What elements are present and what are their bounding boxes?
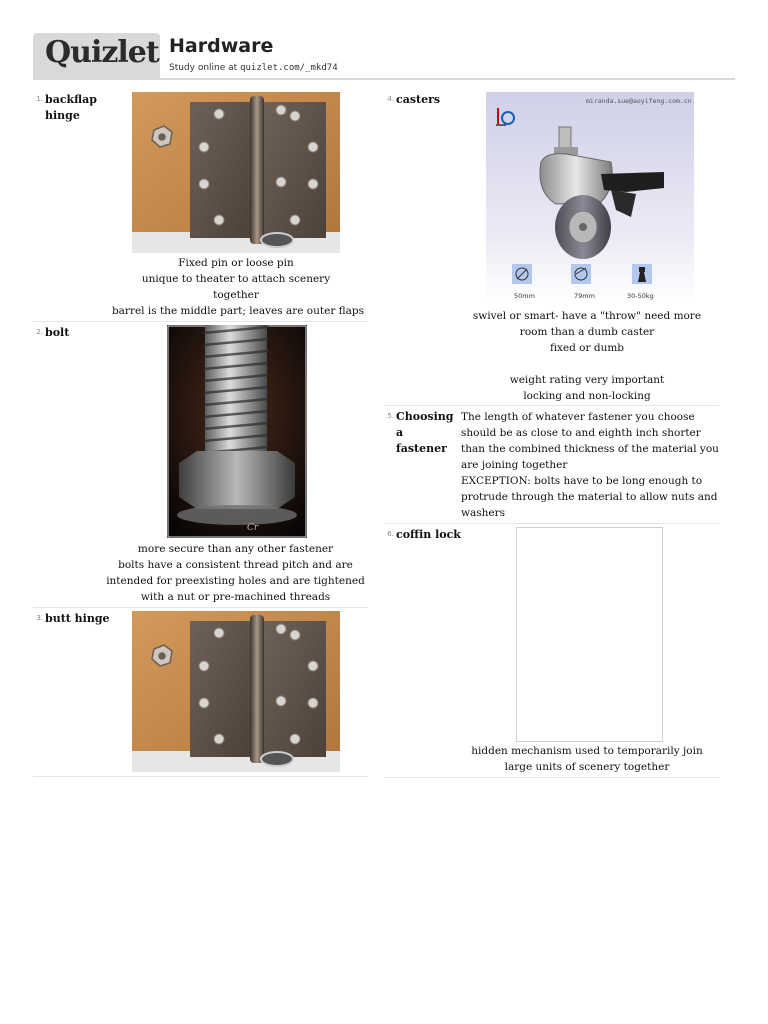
card-definition-extra — [108, 303, 368, 319]
card-divider — [33, 776, 368, 777]
definition-line — [462, 356, 712, 372]
definition-line: bolts have a consistent thread pitch and are intended for preexisting holes and are tightened with a nut or pre-machined threads — [106, 559, 365, 603]
card-number: 4. — [387, 95, 394, 103]
card-butt-hinge — [33, 611, 368, 777]
quizlet-logo[interactable] — [33, 33, 160, 78]
definition-line: The length of whatever fastener you choose should be as close to and eighth inch shorter than the combined thickness of the material you are joining together — [461, 411, 719, 471]
definition-line: fixed or dumb — [549, 342, 625, 354]
card-divider — [384, 777, 719, 778]
definition-line: hidden mechanism used to temporarily join large units of scenery together — [471, 745, 703, 773]
card-coffin-lock — [384, 527, 719, 778]
card-term: coffin lock — [396, 528, 461, 541]
card-definition — [462, 308, 712, 404]
card-definition — [462, 743, 712, 775]
card-term: butt hinge — [45, 612, 110, 625]
definition-line: EXCEPTION: bolts have to be long enough to protrude through the material to allow nuts and washers — [461, 475, 718, 519]
card-term: casters — [396, 93, 441, 106]
definition-line: barrel is the middle part; leaves are outer flaps — [111, 305, 365, 317]
definition-line: weight rating very important — [509, 374, 665, 386]
card-divider — [33, 607, 368, 608]
definition-line: Fixed pin or loose pin — [178, 257, 294, 269]
card-number: 3. — [36, 614, 43, 622]
subtitle-url[interactable]: quizlet.com/_mkd74 — [240, 63, 338, 73]
card-number: 6. — [387, 530, 394, 538]
hinge-photo-icon — [132, 92, 340, 253]
card-number: 1. — [36, 95, 43, 103]
logo-text: Quizlet — [45, 35, 159, 70]
card-choosing-fastener — [384, 409, 719, 524]
hinge-photo-icon — [132, 611, 340, 772]
caster-email-text: miranda.sue@aoyifeng.com.cn — [586, 97, 692, 105]
caster-weight: 30-50kg — [627, 292, 654, 300]
definition-line: locking and non-locking — [523, 390, 651, 402]
page-subtitle — [169, 63, 338, 73]
card-divider — [33, 321, 368, 322]
subtitle-prefix: Study online at — [169, 63, 238, 73]
page-header — [33, 33, 735, 81]
definition-line: more secure than any other fastener — [137, 543, 334, 555]
card-definition — [461, 409, 719, 521]
card-term: Choosing a fastener — [396, 410, 454, 455]
coffin-lock-image-placeholder — [516, 527, 663, 742]
definition-line: swivel or smart- have a "throw" need more room than a dumb caster — [472, 310, 702, 338]
card-term: bolt — [45, 326, 70, 339]
definition-line: unique to theater to attach scenery together — [141, 273, 331, 301]
caster-size-2: 79mm — [574, 292, 595, 300]
card-bolt — [33, 325, 368, 608]
caster-size-1: 50mm — [514, 292, 535, 300]
card-casters — [384, 92, 719, 406]
bolt-watermark: Cr — [247, 523, 259, 533]
card-number: 2. — [36, 328, 43, 336]
card-definition — [103, 541, 368, 605]
card-divider — [384, 523, 719, 524]
card-number: 5. — [387, 412, 394, 420]
header-divider — [33, 78, 735, 80]
card-backflap-hinge — [33, 92, 368, 323]
page-title: Hardware — [169, 35, 274, 57]
card-divider — [384, 405, 719, 406]
bolt-photo-icon — [167, 325, 307, 538]
caster-photo-icon — [486, 92, 694, 303]
card-term: backflap hinge — [45, 93, 97, 122]
